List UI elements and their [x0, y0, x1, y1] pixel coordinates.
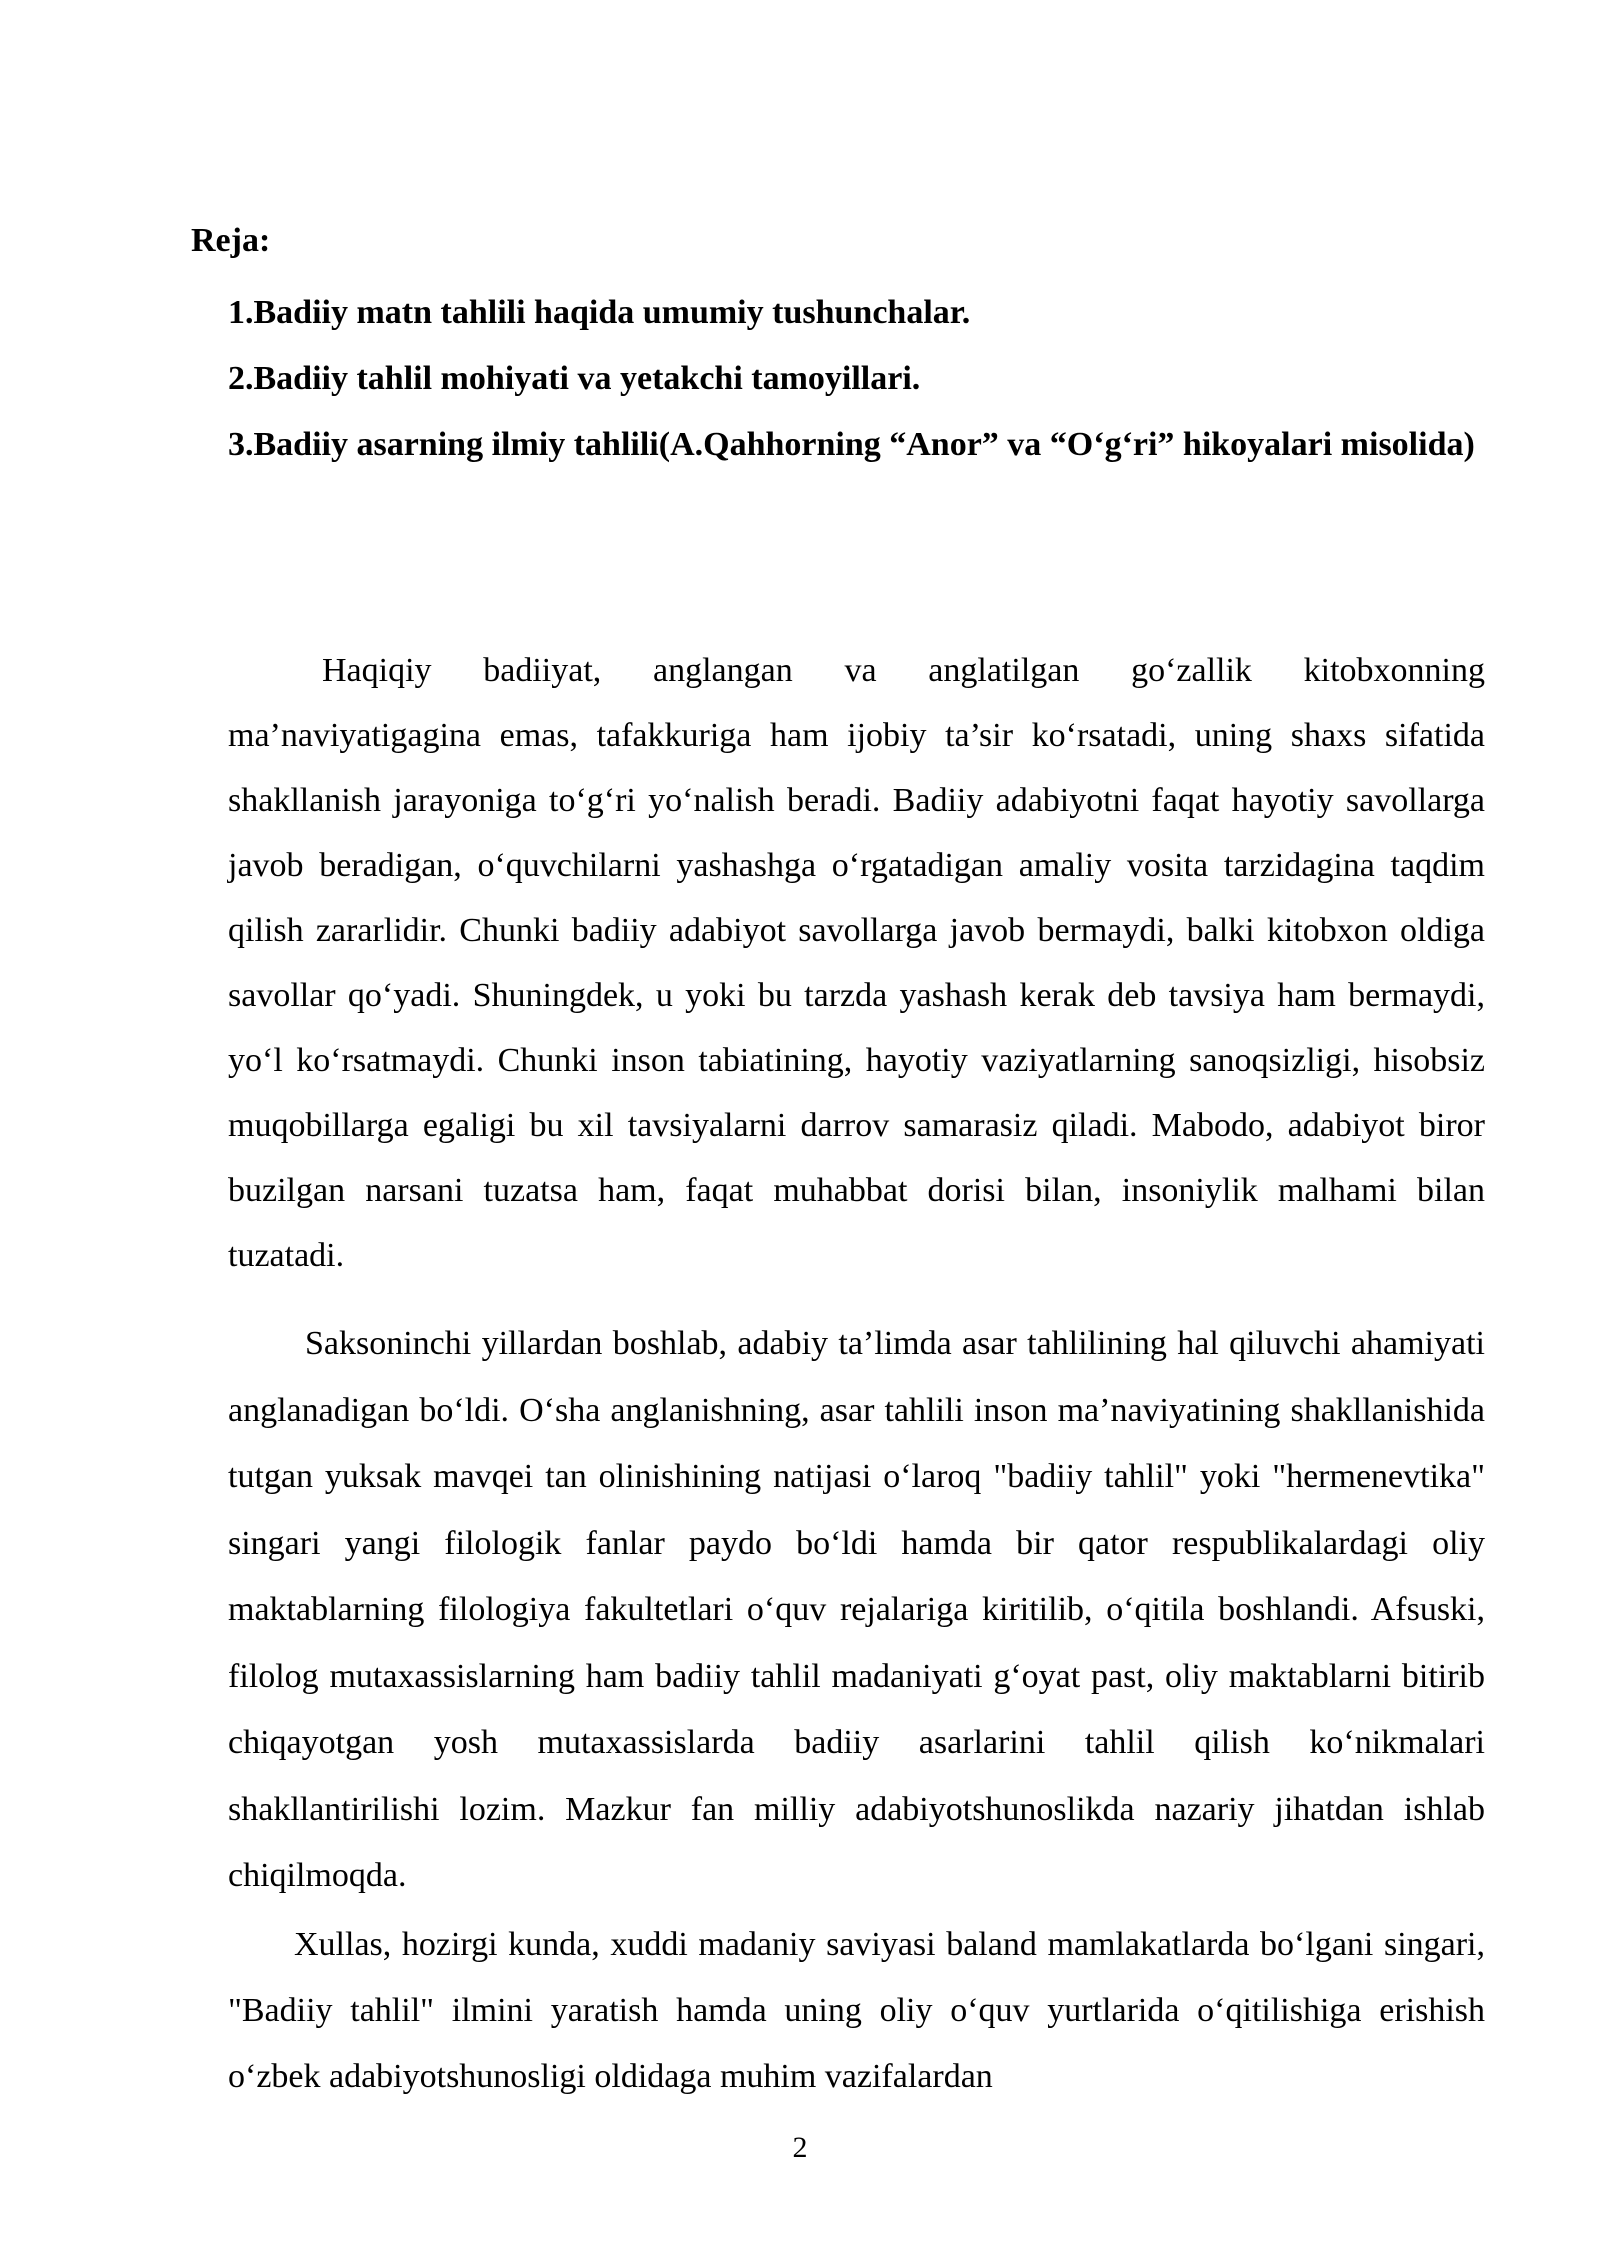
plan-item-1: 1.Badiiy matn tahlili haqida umumiy tushunchalar.	[228, 294, 971, 331]
plan-list	[228, 280, 1488, 478]
paragraph-3: Xullas, hozirgi kunda, xuddi madaniy saviyasi baland mamlakatlarda bo‘lgani singari, "Badiiy tahlil" ilmini yaratish hamda uning oliy o‘quv yurtlarida o‘qitilishiga erishish o‘zbek adabiyotshunosligi oldidaga muhim vazifalardan	[228, 1926, 1485, 2095]
plan-item-2: 2.Badiiy tahlil mohiyati va yetakchi tamoyillari.	[228, 360, 921, 397]
page-number: 2	[792, 2131, 808, 2164]
plan-title: Reja:	[191, 222, 271, 259]
plan-item-3: 3.Badiiy asarning ilmiy tahlili(A.Qahhorning “Anor” va “O‘g‘ri” hikoyalari misolida)	[228, 426, 1475, 463]
paragraph-2: Saksoninchi yillardan boshlab, adabiy ta’limda asar tahlilining hal qiluvchi ahamiyati anglanadigan bo‘ldi. O‘sha anglanishning, asar tahlili inson ma’naviyatining shakllanishida tutgan yuksak mavqei tan olinishining natijasi o‘laroq "badiiy tahlil" yoki "hermenevtika" singari yangi filologik fanlar paydo bo‘ldi hamda bir qator respublikalardagi oliy maktablarning filologiya fakultetlari o‘quv rejalariga kiritilib, o‘qitila boshlandi. Afsuski, filolog mutaxassislarning ham badiiy tahlil madaniyati g‘oyat past, oliy maktablarni bitirib chiqayotgan yosh mutaxassislarda badiiy asarlarini tahlil qilish ko‘nikmalari shakllantirilishi lozim. Mazkur fan milliy adabiyotshunoslikda nazariy jihatdan ishlab chiqilmoqda.	[228, 1325, 1485, 1894]
paragraph-1: Haqiqiy badiiyat, anglangan va anglatilgan go‘zallik kitobxonning ma’naviyatigagina emas, tafakkuriga ham ijobiy ta’sir ko‘rsatadi, uning shaxs sifatida shakllanish jarayoniga to‘g‘ri yo‘nalish beradi. Badiiy adabiyotni faqat hayotiy savollarga javob beradigan, o‘quvchilarni yashashga o‘rgatadigan amaliy vosita tarzidagina taqdim qilish zararlidir. Chunki badiiy adabiyot savollarga javob bermaydi, balki kitobxon oldiga savollar qo‘yadi. Shuningdek, u yoki bu tarzda yashash kerak deb tavsiya ham bermaydi, yo‘l ko‘rsatmaydi. Chunki inson tabiatining, hayotiy vaziyatlarning sanoqsizligi, hisobsiz muqobillarga egaligi bu xil tavsiyalarni darrov samarasiz qiladi. Mabodo, adabiyot biror buzilgan narsani tuzatsa ham, faqat muhabbat dorisi bilan, insoniylik malhami bilan tuzatadi.	[228, 652, 1485, 1274]
